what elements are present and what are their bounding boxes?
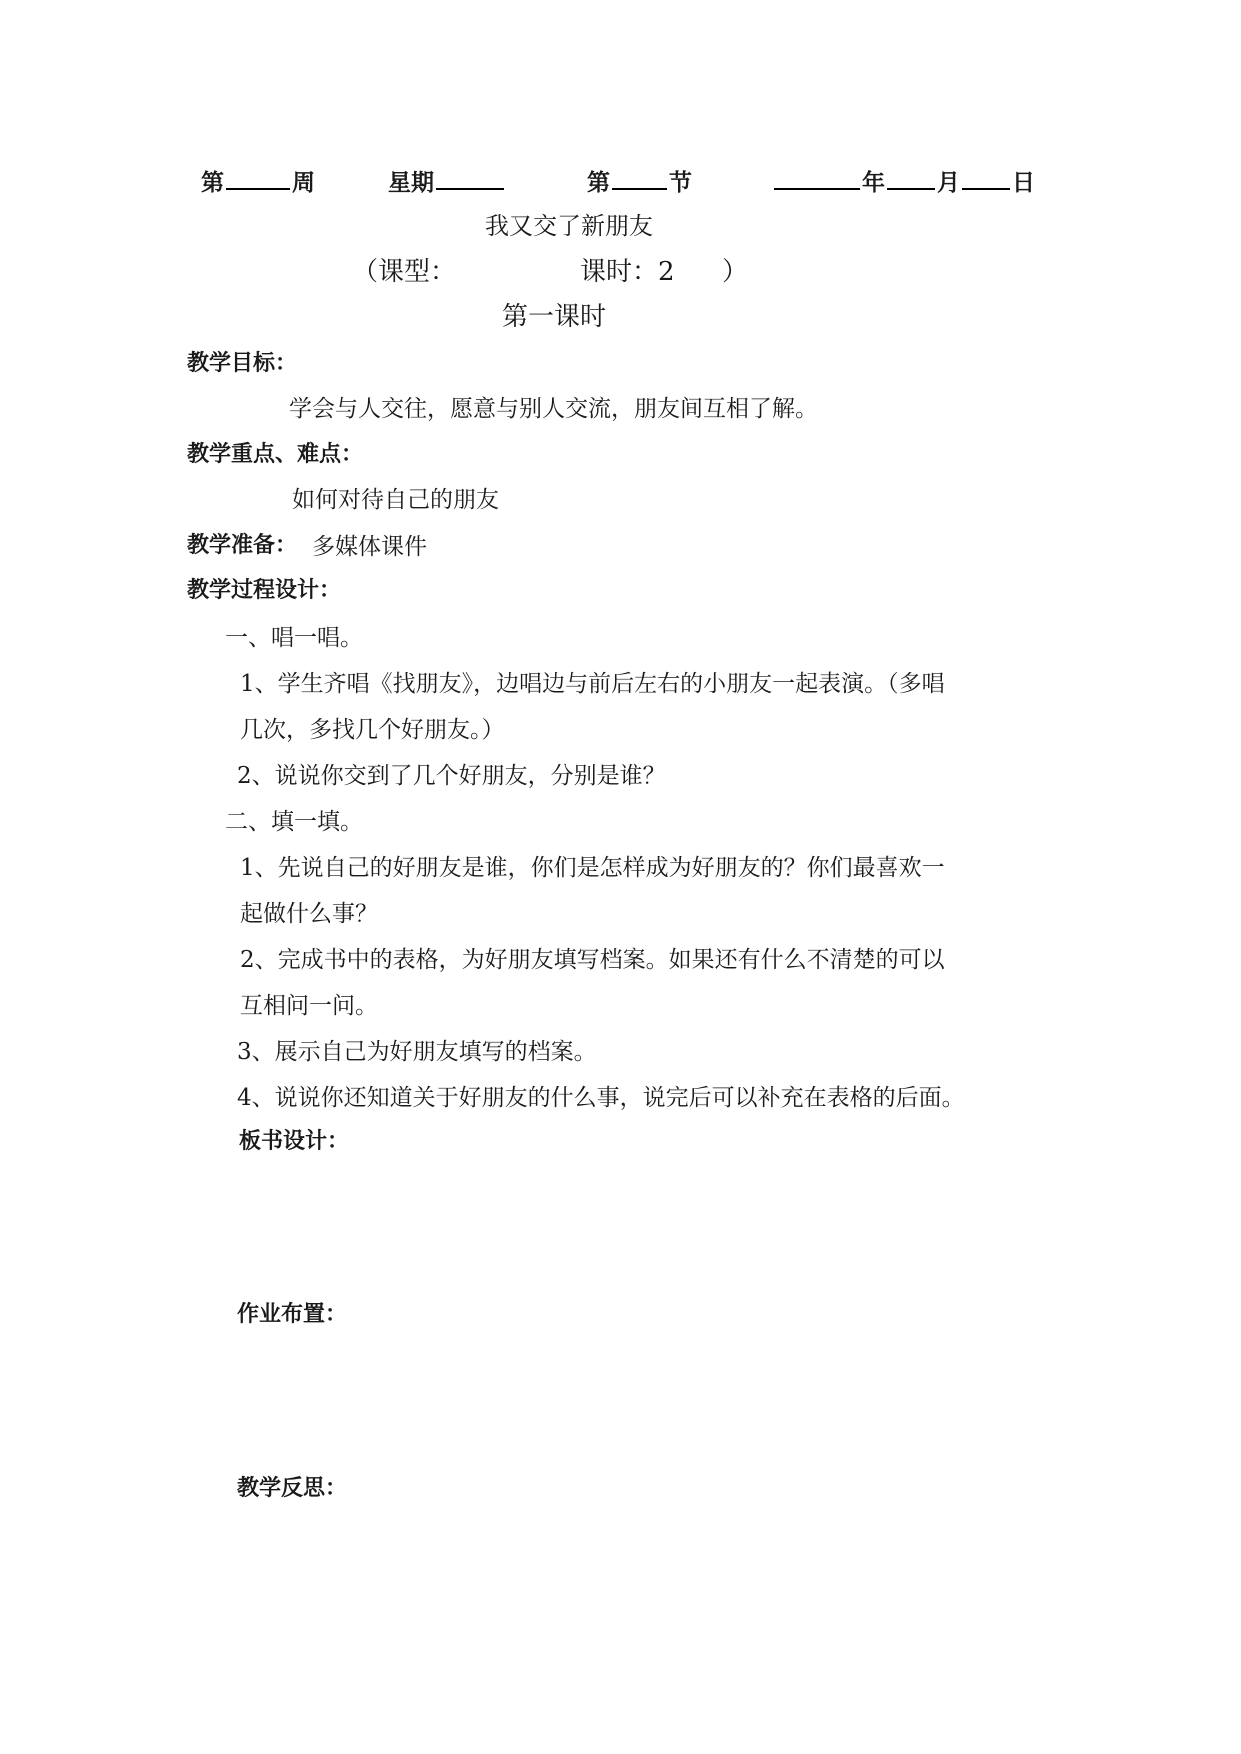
part1-item1-line2: 几次，多找几个好朋友。）: [240, 717, 505, 743]
process-label: 教学过程设计：: [187, 577, 342, 603]
part1-item1-line1: 1、学生齐唱《找朋友》，边唱边与前后左右的小朋友一起表演。（多唱: [240, 671, 945, 697]
board-design-label: 板书设计：: [239, 1128, 350, 1154]
header-date: 年 月 日: [772, 164, 1035, 197]
goals-label: 教学目标：: [187, 350, 298, 376]
part2-item2-line1: 2、完成书中的表格，为好朋友填写档案。如果还有什么不清楚的可以: [240, 947, 945, 973]
part1-title: 一、唱一唱。: [225, 625, 363, 651]
lesson-type-label: （课型：: [352, 257, 457, 287]
weekday-blank[interactable]: [436, 166, 504, 190]
header-weekday: 星期: [388, 164, 506, 197]
part2-item1-line1: 1、先说自己的好朋友是谁，你们是怎样成为好朋友的？你们最喜欢一: [240, 855, 945, 881]
preparation-label: 教学准备：: [187, 532, 298, 558]
part2-item3: 3、展示自己为好朋友填写的档案。: [237, 1039, 597, 1065]
lesson-title: 我又交了新朋友: [485, 212, 653, 240]
homework-label: 作业布置：: [237, 1301, 348, 1327]
part2-item4: 4、说说你还知道关于好朋友的什么事，说完后可以补充在表格的后面。: [237, 1085, 965, 1111]
header-week: 第 周: [201, 164, 315, 197]
part2-item2-line2: 互相问一问。: [240, 993, 378, 1019]
part2-item1-line2: 起做什么事？: [240, 901, 378, 927]
lesson-session: 第一课时: [502, 302, 607, 332]
header-period: 第 节: [587, 164, 692, 197]
goals-text: 学会与人交往，愿意与别人交流，朋友间互相了解。: [289, 396, 818, 422]
period-blank[interactable]: [612, 166, 667, 190]
lesson-close-paren: ）: [722, 257, 749, 287]
week-blank[interactable]: [226, 166, 290, 190]
year-blank[interactable]: [774, 166, 860, 190]
part2-title: 二、填一填。: [225, 809, 363, 835]
month-blank[interactable]: [887, 166, 935, 190]
part1-item2: 2、说说你交到了几个好朋友，分别是谁？: [237, 763, 666, 789]
preparation-text: 多媒体课件: [312, 534, 427, 560]
key-points-label: 教学重点、难点：: [187, 441, 364, 467]
lesson-hours: 课时：2: [580, 257, 675, 287]
reflection-label: 教学反思：: [237, 1475, 348, 1501]
day-blank[interactable]: [962, 166, 1010, 190]
key-points-text: 如何对待自己的朋友: [292, 487, 499, 513]
